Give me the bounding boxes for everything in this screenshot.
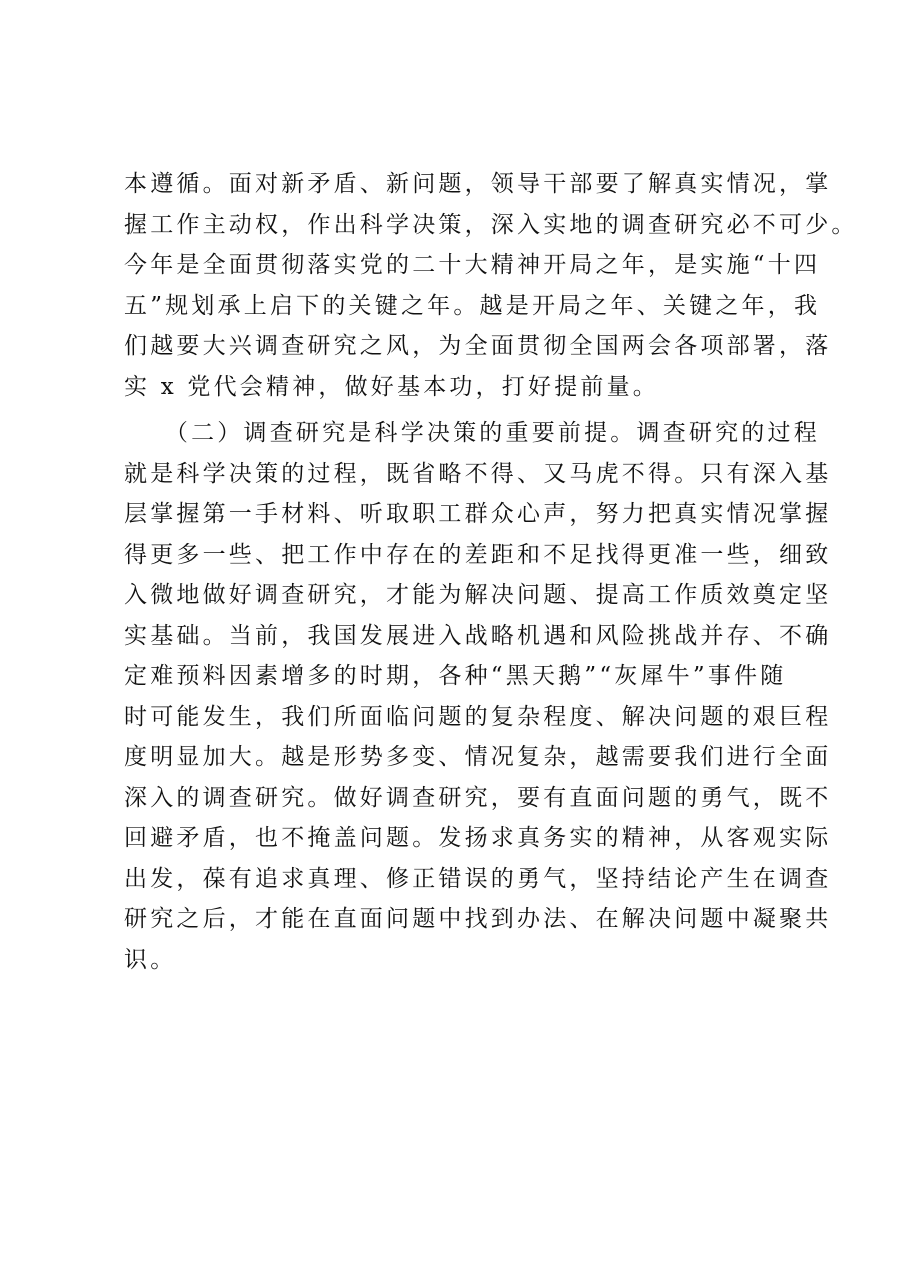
paragraph-line: 层掌握第一手材料、听取职工群众心声，努力把真实情况掌握 <box>124 501 832 527</box>
paragraph-line: 就是科学决策的过程，既省略不得、又马虎不得。只有深入基 <box>124 460 832 487</box>
paragraph-line: 今年是全面贯彻落实党的二十大精神开局之年，是实施“十四 <box>124 252 821 278</box>
paragraph-line: 们越要大兴调查研究之风，为全面贯彻全国两会各项部署，落 <box>124 333 832 359</box>
paragraph-line: 本遵循。面对新矛盾、新问题，领导干部要了解真实情况，掌 <box>124 171 832 197</box>
paragraph-line: 研究之后，才能在直面问题中找到办法、在解决问题中凝聚共 <box>124 906 832 932</box>
paragraph-line: 识。 <box>124 946 177 973</box>
paragraph-line: 五”规划承上启下的关键之年。越是开局之年、关键之年，我 <box>124 292 821 319</box>
paragraph-line: 定难预料因素增多的时期，各种“黑天鹅”“灰犀牛”事件随 <box>124 663 787 689</box>
paragraph-line: 入微地做好调查研究，才能为解决问题、提高工作质效奠定坚 <box>124 582 832 608</box>
paragraph-2 <box>124 413 832 980</box>
paragraph-1 <box>124 164 858 407</box>
paragraph-line: 实 x 党代会精神，做好基本功，打好提前量。 <box>124 373 659 400</box>
paragraph-line: 实基础。当前，我国发展进入战略机遇和风险挑战并存、不确 <box>124 622 832 649</box>
paragraph-line: 出发，葆有追求真理、修正错误的勇气，坚持结论产生在调查 <box>124 865 832 892</box>
paragraph-line: 时可能发生，我们所面临问题的复杂程度、解决问题的艰巨程 <box>124 703 832 730</box>
paragraph-line: （二）调查研究是科学决策的重要前提。调查研究的过程 <box>124 420 820 446</box>
paragraph-line: 深入的调查研究。做好调查研究，要有直面问题的勇气，既不 <box>124 784 832 811</box>
document-body <box>124 164 858 980</box>
paragraph-line: 握工作主动权，作出科学决策，深入实地的调查研究必不可少。 <box>124 211 858 238</box>
paragraph-line: 度明显加大。越是形势多变、情况复杂，越需要我们进行全面 <box>124 744 832 770</box>
paragraph-line: 得更多一些、把工作中存在的差距和不足找得更准一些，细致 <box>124 541 832 568</box>
paragraph-line: 回避矛盾，也不掩盖问题。发扬求真务实的精神，从客观实际 <box>124 825 832 851</box>
